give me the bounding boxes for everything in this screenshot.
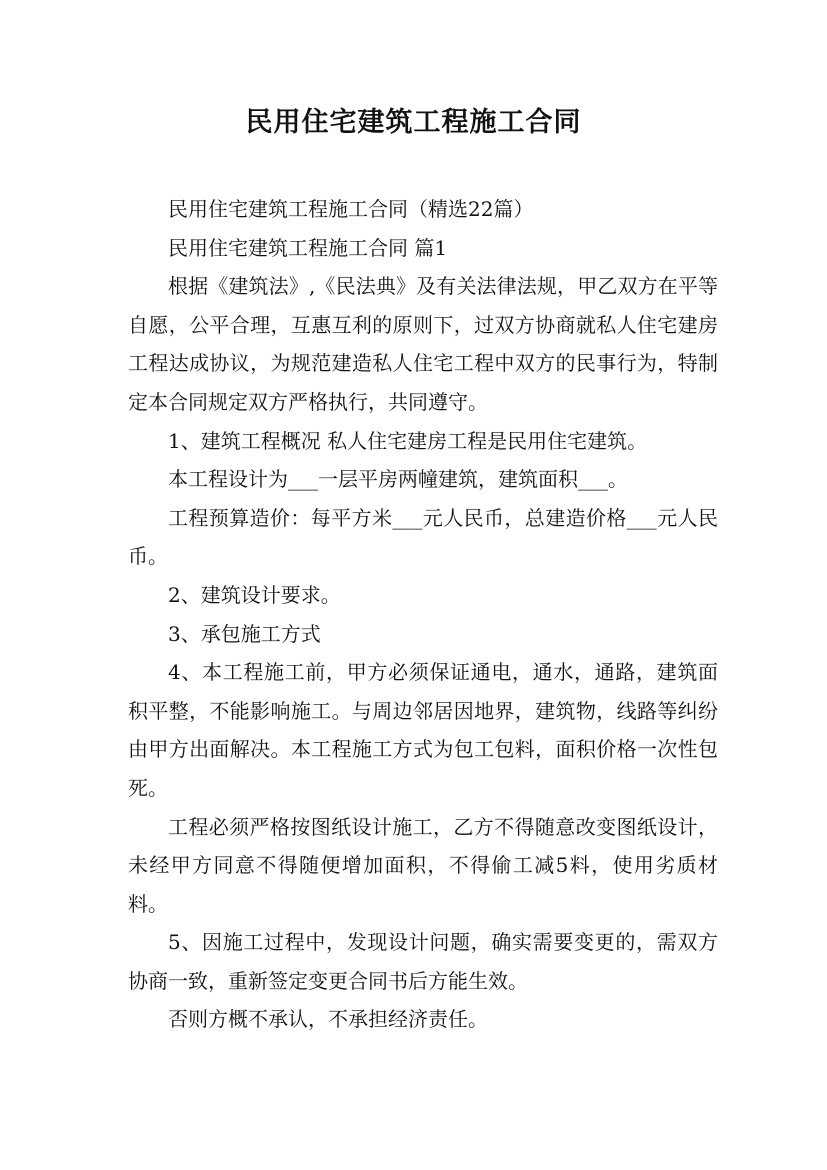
document-body	[128, 190, 718, 1039]
paragraph-subtitle: 民用住宅建筑工程施工合同（精选22篇）	[168, 197, 534, 221]
paragraph-section-heading: 民用住宅建筑工程施工合同 篇1	[168, 235, 448, 260]
paragraph-design-area: 本工程设计为___一层平房两幢建筑，建筑面积___。	[168, 467, 628, 492]
paragraph-construction-rules: 工程必须严格按图纸设计施工，乙方不得随意改变图纸设计，未经甲方同意不得随便增加面积，不得偷工减5料，使用劣质材料。	[128, 814, 718, 916]
paragraph-budget: 工程预算造价：每平方米___元人民币，总建造价格___元人民币。	[128, 505, 718, 569]
paragraph-liability: 否则方概不承认，不承担经济责任。	[168, 1007, 488, 1032]
paragraph-clause-2: 2、建筑设计要求。	[168, 582, 341, 607]
paragraph-clause-1: 1、建筑工程概况 私人住宅建房工程是民用住宅建筑。	[168, 428, 648, 453]
paragraph-clause-4: 4、本工程施工前，甲方必须保证通电，通水，通路，建筑面积平整，不能影响施工。与周边邻居因地界，建筑物，线路等纠纷由甲方出面解决。本工程施工方式为包工包料，面积价格一次性包死。	[128, 660, 718, 800]
paragraph-clause-3: 3、承包施工方式	[168, 621, 321, 646]
paragraph-clause-5: 5、因施工过程中，发现设计问题，确实需要变更的，需双方协商一致，重新签定变更合同书后方能生效。	[128, 930, 718, 993]
document-title: 民用住宅建筑工程施工合同	[245, 107, 582, 138]
paragraph-preamble: 根据《建筑法》,《民法典》及有关法律法规，甲乙双方在平等自愿，公平合理，互惠互利的原则下，过双方协商就私人住宅建房工程达成协议，为规范建造私人住宅工程中双方的民事行为，特制定本合同规定双方严格执行，共同遵守。	[128, 274, 718, 414]
